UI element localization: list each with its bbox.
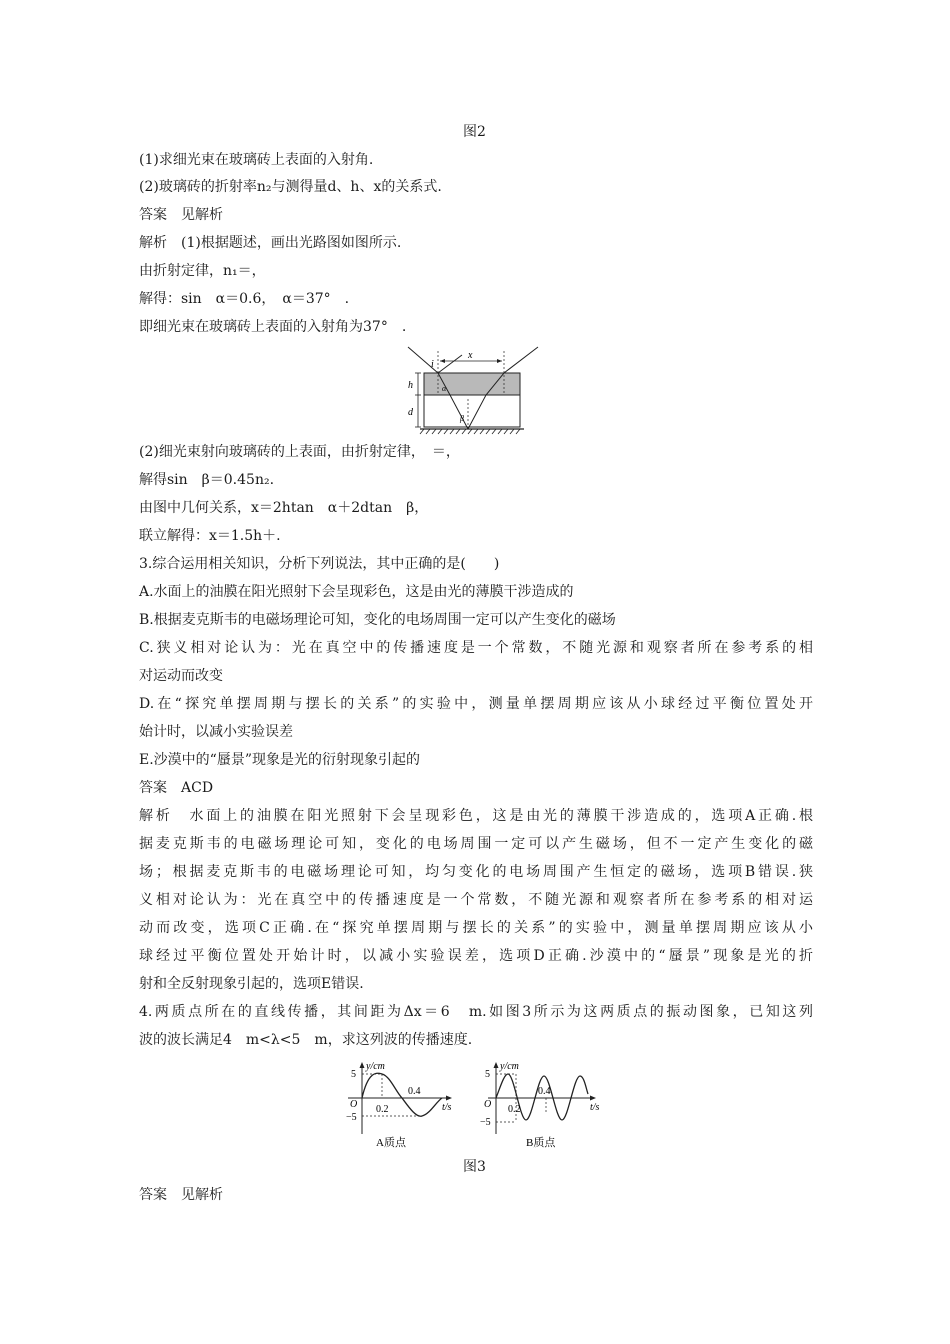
option-d-continued: 始计时，以减小实验误差 — [139, 724, 293, 740]
graph-a-tick-neg: −5 — [346, 1112, 357, 1123]
graph-b-caption: B质点 — [526, 1137, 556, 1149]
analysis-3-line-1: 解析 水面上的油膜在阳光照射下会呈现彩色，这是由光的薄膜干涉造成的，选项A正确.根 — [139, 808, 813, 824]
graph-a-tick-02: 0.2 — [376, 1104, 389, 1115]
solve-line-2: 解得sin β＝0.45n₂. — [139, 472, 275, 488]
graph-a-y-label: y/cm — [366, 1061, 385, 1072]
refraction-law-line: 由折射定律，n₁＝， — [139, 263, 266, 279]
analysis-3-line-7: 射和全反射现象引起的，选项E错误. — [139, 976, 364, 992]
graph-b-tick-pos: 5 — [485, 1069, 490, 1080]
surface-reflected-ray — [438, 355, 462, 373]
graph-b-tick-neg: −5 — [480, 1117, 491, 1128]
graph-b-t-label: t/s — [590, 1102, 600, 1113]
graph-b-y-label: y/cm — [500, 1061, 519, 1072]
question-part-2: (2)玻璃砖的折射率n₂与测得量d、h、x的关系式. — [139, 179, 442, 195]
solve-line-1: 解得：sin α＝0.6， α＝37° . — [139, 291, 350, 307]
answer-label-3: 答案 ACD — [139, 780, 214, 796]
option-b: B.根据麦克斯韦的电磁场理论可知，变化的电场周围一定可以产生变化的磁场 — [139, 612, 616, 628]
label-beta: β — [460, 414, 464, 423]
combined-solution-line: 联立解得：x＝1.5h＋. — [139, 528, 281, 544]
graph-a-wave — [362, 1073, 442, 1116]
analysis-intro-1: 解析 (1)根据题述，画出光路图如图所示. — [139, 235, 402, 251]
graph-a-t-label: t/s — [442, 1102, 452, 1113]
light-path-diagram — [398, 343, 558, 439]
question-part-1: (1)求细光束在玻璃砖上表面的入射角. — [139, 152, 374, 168]
graph-b-origin: O — [484, 1099, 492, 1110]
question-4-line-1: 4.两质点所在的直线传播，其间距为Δx＝6 m.如图3所示为这两质点的振动图象，已知这列 — [139, 1004, 813, 1020]
question-4-line-2: 波的波长满足4 m<λ<5 m，求这列波的传播速度. — [139, 1032, 473, 1048]
analysis-3-line-2: 据麦克斯韦的电磁场理论可知，变化的电场周围一定可以产生磁场，但不一定产生变化的磁 — [139, 836, 813, 852]
answer-label-1: 答案 见解析 — [139, 207, 223, 223]
graph-a-tick-pos: 5 — [351, 1069, 356, 1080]
graph-a-origin: O — [350, 1099, 358, 1110]
label-alpha: α — [442, 384, 447, 393]
option-a: A.水面上的油膜在阳光照射下会呈现彩色，这是由光的薄膜干涉造成的 — [139, 584, 574, 600]
option-d: D.在“探究单摆周期与摆长的关系”的实验中，测量单摆周期应该从小球经过平衡位置处开 — [139, 696, 813, 712]
figure-2-caption: 图2 — [463, 124, 486, 140]
label-d: d — [408, 407, 413, 418]
analysis-3-line-5: 动而改变，选项C正确.在“探究单摆周期与摆长的关系”的实验中，测量单摆周期应该从小 — [139, 920, 813, 936]
mirror-hatching — [420, 429, 520, 434]
figure-3-caption: 图3 — [463, 1159, 486, 1175]
question-3-stem: 3.综合运用相关知识，分析下列说法，其中正确的是( ) — [139, 556, 500, 572]
graph-b-tick-04: 0.4 — [538, 1086, 551, 1097]
analysis-3-line-6: 球经过平衡位置处开始计时，以减小实验误差，选项D正确.沙漠中的“蜃景”现象是光的折 — [139, 948, 813, 964]
graph-a-tick-04: 0.4 — [408, 1086, 421, 1097]
option-c-continued: 对运动而改变 — [139, 668, 223, 684]
option-e: E.沙漠中的“蜃景”现象是光的衍射现象引起的 — [139, 752, 420, 768]
graph-b-tick-02: 0.2 — [508, 1104, 521, 1115]
geometry-line: 由图中几何关系，x＝2htan α＋2dtan β， — [139, 500, 429, 516]
label-i: i — [431, 359, 434, 370]
conclusion-line-1: 即细光束在玻璃砖上表面的入射角为37° . — [139, 319, 407, 335]
graph-a-caption: A质点 — [376, 1137, 406, 1149]
graph-a-vibration — [338, 1058, 468, 1150]
part-2-text: (2)细光束射向玻璃砖的上表面，由折射定律， ＝， — [139, 444, 460, 460]
label-h: h — [408, 380, 413, 391]
analysis-3-line-4: 义相对论认为：光在真空中的传播速度是一个常数，不随光源和观察者所在参考系的相对运 — [139, 892, 813, 908]
label-x: x — [468, 350, 473, 361]
graph-b-vibration — [478, 1058, 613, 1150]
answer-label-4: 答案 见解析 — [139, 1187, 223, 1203]
analysis-3-line-3: 场；根据麦克斯韦的电磁场理论可知，均匀变化的电场周围产生恒定的磁场，选项B错误.狭 — [139, 864, 813, 880]
glass-slab — [424, 373, 520, 395]
option-c: C.狭义相对论认为：光在真空中的传播速度是一个常数，不随光源和观察者所在参考系的相 — [139, 640, 813, 656]
